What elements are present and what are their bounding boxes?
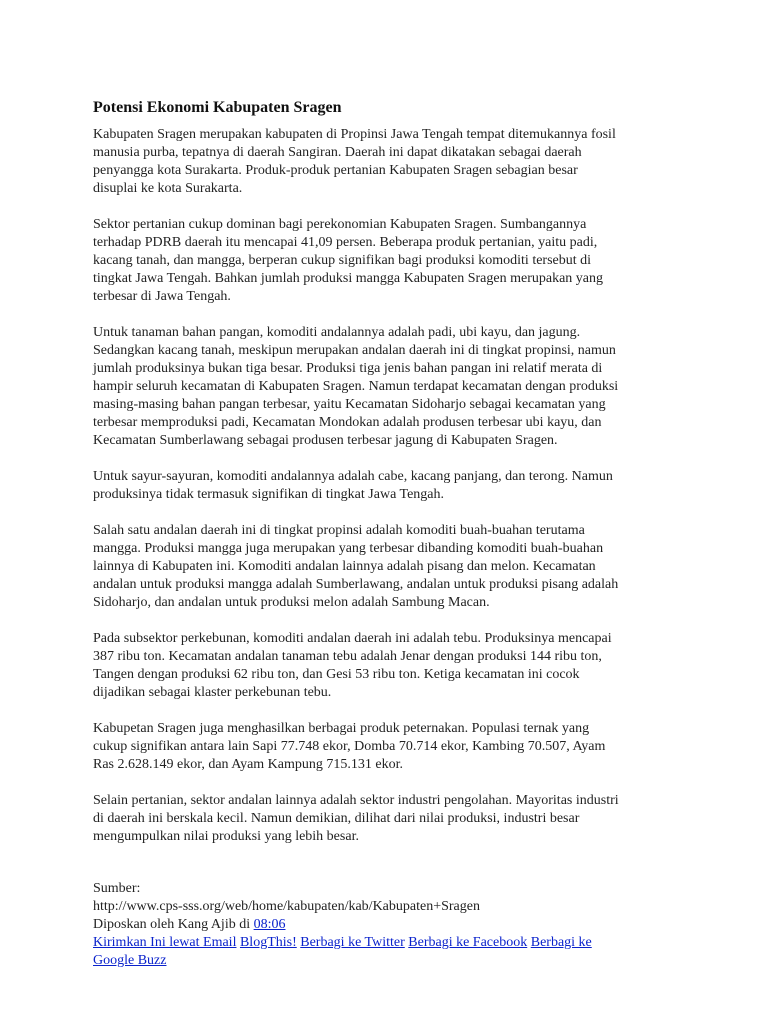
paragraph-line: Sidoharjo, dan andalan untuk produksi melon adalah Sambung Macan. [93, 595, 490, 610]
paragraph-line: disuplai ke kota Surakarta. [93, 181, 243, 196]
paragraph-line: produksinya tidak termasuk signifikan di tingkat Jawa Tengah. [93, 487, 445, 502]
share-buzz-link[interactable]: Berbagi ke [530, 935, 592, 950]
paragraph-line: penyangga kota Surakarta. Produk-produk pertanian Kabupaten Sragen sebagian besar [93, 163, 578, 178]
paragraph-line: Salah satu andalan daerah ini di tingkat propinsi adalah komoditi buah-buahan terutama [93, 523, 585, 538]
paragraph-8 [93, 792, 683, 846]
share-buzz-link-continued[interactable]: Google Buzz [93, 953, 167, 968]
paragraph-line: Tangen dengan produksi 62 ribu ton, dan Gesi 53 ribu ton. Ketiga kecamatan ini cocok [93, 667, 580, 682]
post-meta [93, 916, 683, 934]
blogthis-link[interactable]: BlogThis! [239, 935, 297, 950]
paragraph-line: jumlah produksinya bukan tiga besar. Produksi tiga jenis bahan pangan ini relatif merata di [93, 361, 603, 376]
paragraph-4 [93, 468, 683, 504]
paragraph-line: terhadap PDRB daerah itu mencapai 41,09 persen. Beberapa produk pertanian, yaitu padi, [93, 235, 598, 250]
paragraph-line: Kabupetan Sragen juga menghasilkan berbagai produk peternakan. Populasi ternak yang [93, 721, 590, 736]
share-twitter-link[interactable]: Berbagi ke Twitter [300, 935, 405, 950]
article-title: Potensi Ekonomi Kabupaten Sragen [93, 99, 342, 116]
source-label: Sumber: [93, 881, 141, 896]
paragraph-line: dijadikan sebagai klaster perkebunan tebu. [93, 685, 332, 700]
paragraph-line: Kabupaten Sragen merupakan kabupaten di Propinsi Jawa Tengah tempat ditemukannya fosil [93, 127, 616, 142]
paragraph-3 [93, 324, 683, 450]
paragraph-line: Sedangkan kacang tanah, meskipun merupakan andalan daerah ini di tingkat propinsi, namun [93, 343, 616, 358]
share-links-continued [93, 952, 683, 970]
source-block [93, 880, 683, 970]
paragraph-line: Ras 2.628.149 ekor, dan Ayam Kampung 715.131 ekor. [93, 757, 404, 772]
paragraph-line: 387 ribu ton. Kecamatan andalan tanaman tebu adalah Jenar dengan produksi 144 ribu ton, [93, 649, 602, 664]
share-facebook-link[interactable]: Berbagi ke Facebook [408, 935, 528, 950]
source-url: http://www.cps-sss.org/web/home/kabupaten/kab/Kabupaten+Sragen [93, 899, 480, 914]
post-time-link[interactable]: 08:06 [253, 917, 286, 932]
paragraph-line: Untuk sayur-sayuran, komoditi andalannya adalah cabe, kacang panjang, dan terong. Namun [93, 469, 613, 484]
paragraph-6 [93, 630, 683, 702]
paragraph-line: masing-masing bahan pangan terbesar, yaitu Kecamatan Sidoharjo sebagai kecamatan yang [93, 397, 606, 412]
paragraph-line: Sektor pertanian cukup dominan bagi perekonomian Kabupaten Sragen. Sumbangannya [93, 217, 587, 232]
paragraph-line: lainnya di Kabupaten ini. Komoditi andalan lainnya adalah pisang dan melon. Kecamatan [93, 559, 596, 574]
paragraph-line: terbesar di Jawa Tengah. [93, 289, 231, 304]
paragraph-line: tingkat Jawa Tengah. Bahkan jumlah produksi mangga Kabupaten Sragen merupakan yang [93, 271, 604, 286]
paragraph-line: terbesar memproduksi padi, Kecamatan Mondokan adalah produsen terbesar ubi kayu, dan [93, 415, 602, 430]
paragraph-line: mengumpulkan nilai produksi yang lebih besar. [93, 829, 359, 844]
paragraph-line: Pada subsektor perkebunan, komoditi andalan daerah ini adalah tebu. Produksinya mencapai [93, 631, 612, 646]
paragraph-line: Selain pertanian, sektor andalan lainnya adalah sektor industri pengolahan. Mayoritas industri [93, 793, 619, 808]
paragraph-line: mangga. Produksi mangga juga merupakan yang terbesar dibanding komoditi buah-buahan [93, 541, 604, 556]
paragraph-line: cukup signifikan antara lain Sapi 77.748 ekor, Domba 70.714 ekor, Kambing 70.507, Ayam [93, 739, 606, 754]
paragraph-line: andalan untuk produksi mangga adalah Sumberlawang, andalan untuk produksi pisang adalah [93, 577, 619, 592]
post-meta-prefix: Diposkan oleh Kang Ajib di [93, 917, 251, 932]
share-links [93, 934, 683, 952]
share-email-link[interactable]: Kirimkan Ini lewat Email [93, 935, 237, 950]
paragraph-2 [93, 216, 683, 306]
paragraph-line: Untuk tanaman bahan pangan, komoditi andalannya adalah padi, ubi kayu, dan jagung. [93, 325, 581, 340]
paragraph-5 [93, 522, 683, 612]
paragraph-1 [93, 126, 683, 198]
paragraph-line: di daerah ini berskala kecil. Namun demikian, dilihat dari nilai produksi, industri besar [93, 811, 580, 826]
paragraph-7 [93, 720, 683, 774]
paragraph-line: hampir seluruh kecamatan di Kabupaten Sragen. Namun terdapat kecamatan dengan produksi [93, 379, 619, 394]
paragraph-line: kacang tanah, dan mangga, berperan cukup signifikan bagi produksi komoditi tersebut di [93, 253, 592, 268]
paragraph-line: Kecamatan Sumberlawang sebagai produsen terbesar jagung di Kabupaten Sragen. [93, 433, 558, 448]
paragraph-line: manusia purba, tepatnya di daerah Sangiran. Daerah ini dapat dikatakan sebagai daerah [93, 145, 582, 160]
article [93, 98, 683, 970]
